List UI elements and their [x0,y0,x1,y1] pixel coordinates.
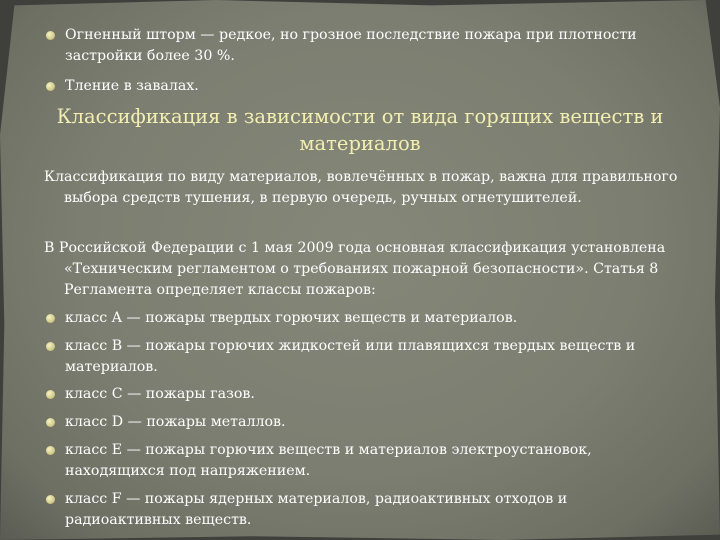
bullet-dot-icon [46,495,55,504]
bullet-dot-icon [46,446,55,455]
class-item-d [46,412,674,433]
section-heading: Классификация в зависимости от вида горящих веществ и материалов [56,105,664,155]
class-item-e [46,440,674,482]
bullet-dot-icon [46,82,55,91]
class-item-f [46,489,674,531]
bullet-text: класс B — пожары горючих жидкостей или плавящихся твердых веществ и материалов. [65,338,636,375]
bullet-text: Огненный шторм — редкое, но грозное последствие пожара при плотности застройки более 30 %. [65,27,637,64]
bullet-dot-icon [46,342,55,351]
class-item-c [46,384,674,405]
bullet-text: класс E — пожары горючих веществ и материалов электроустановок, находящихся под напряжением. [65,442,592,479]
paragraph-russian-regulation: В Российской Федерации с 1 мая 2009 года основная классификация установлена «Техническим регламентом о требованиях пожарной безопасности». Статья 8 Регламента определяет классы пожаров: [44,240,666,298]
intro-bullet-smoldering [46,76,674,97]
bullet-dot-icon [46,418,55,427]
class-item-a [46,308,674,329]
bullet-dot-icon [46,314,55,323]
bullet-text: класс F — пожары ядерных материалов, радиоактивных отходов и радиоактивных веществ. [65,491,568,528]
intro-bullet-fire-storm [46,25,674,67]
bullet-text: класс A — пожары твердых горючих веществ и материалов. [65,310,518,326]
bullet-text: Тление в завалах. [65,78,199,94]
paragraph-material-classification: Классификация по виду материалов, вовлечённых в пожар, важна для правильного выбора средств тушения, в первую очередь, ручных огнетушителей. [44,169,678,206]
bullet-dot-icon [46,31,55,40]
class-item-b [46,336,674,378]
bullet-text: класс C — пожары газов. [65,386,255,402]
bullet-dot-icon [46,390,55,399]
bullet-text: класс D — пожары металлов. [65,414,286,430]
